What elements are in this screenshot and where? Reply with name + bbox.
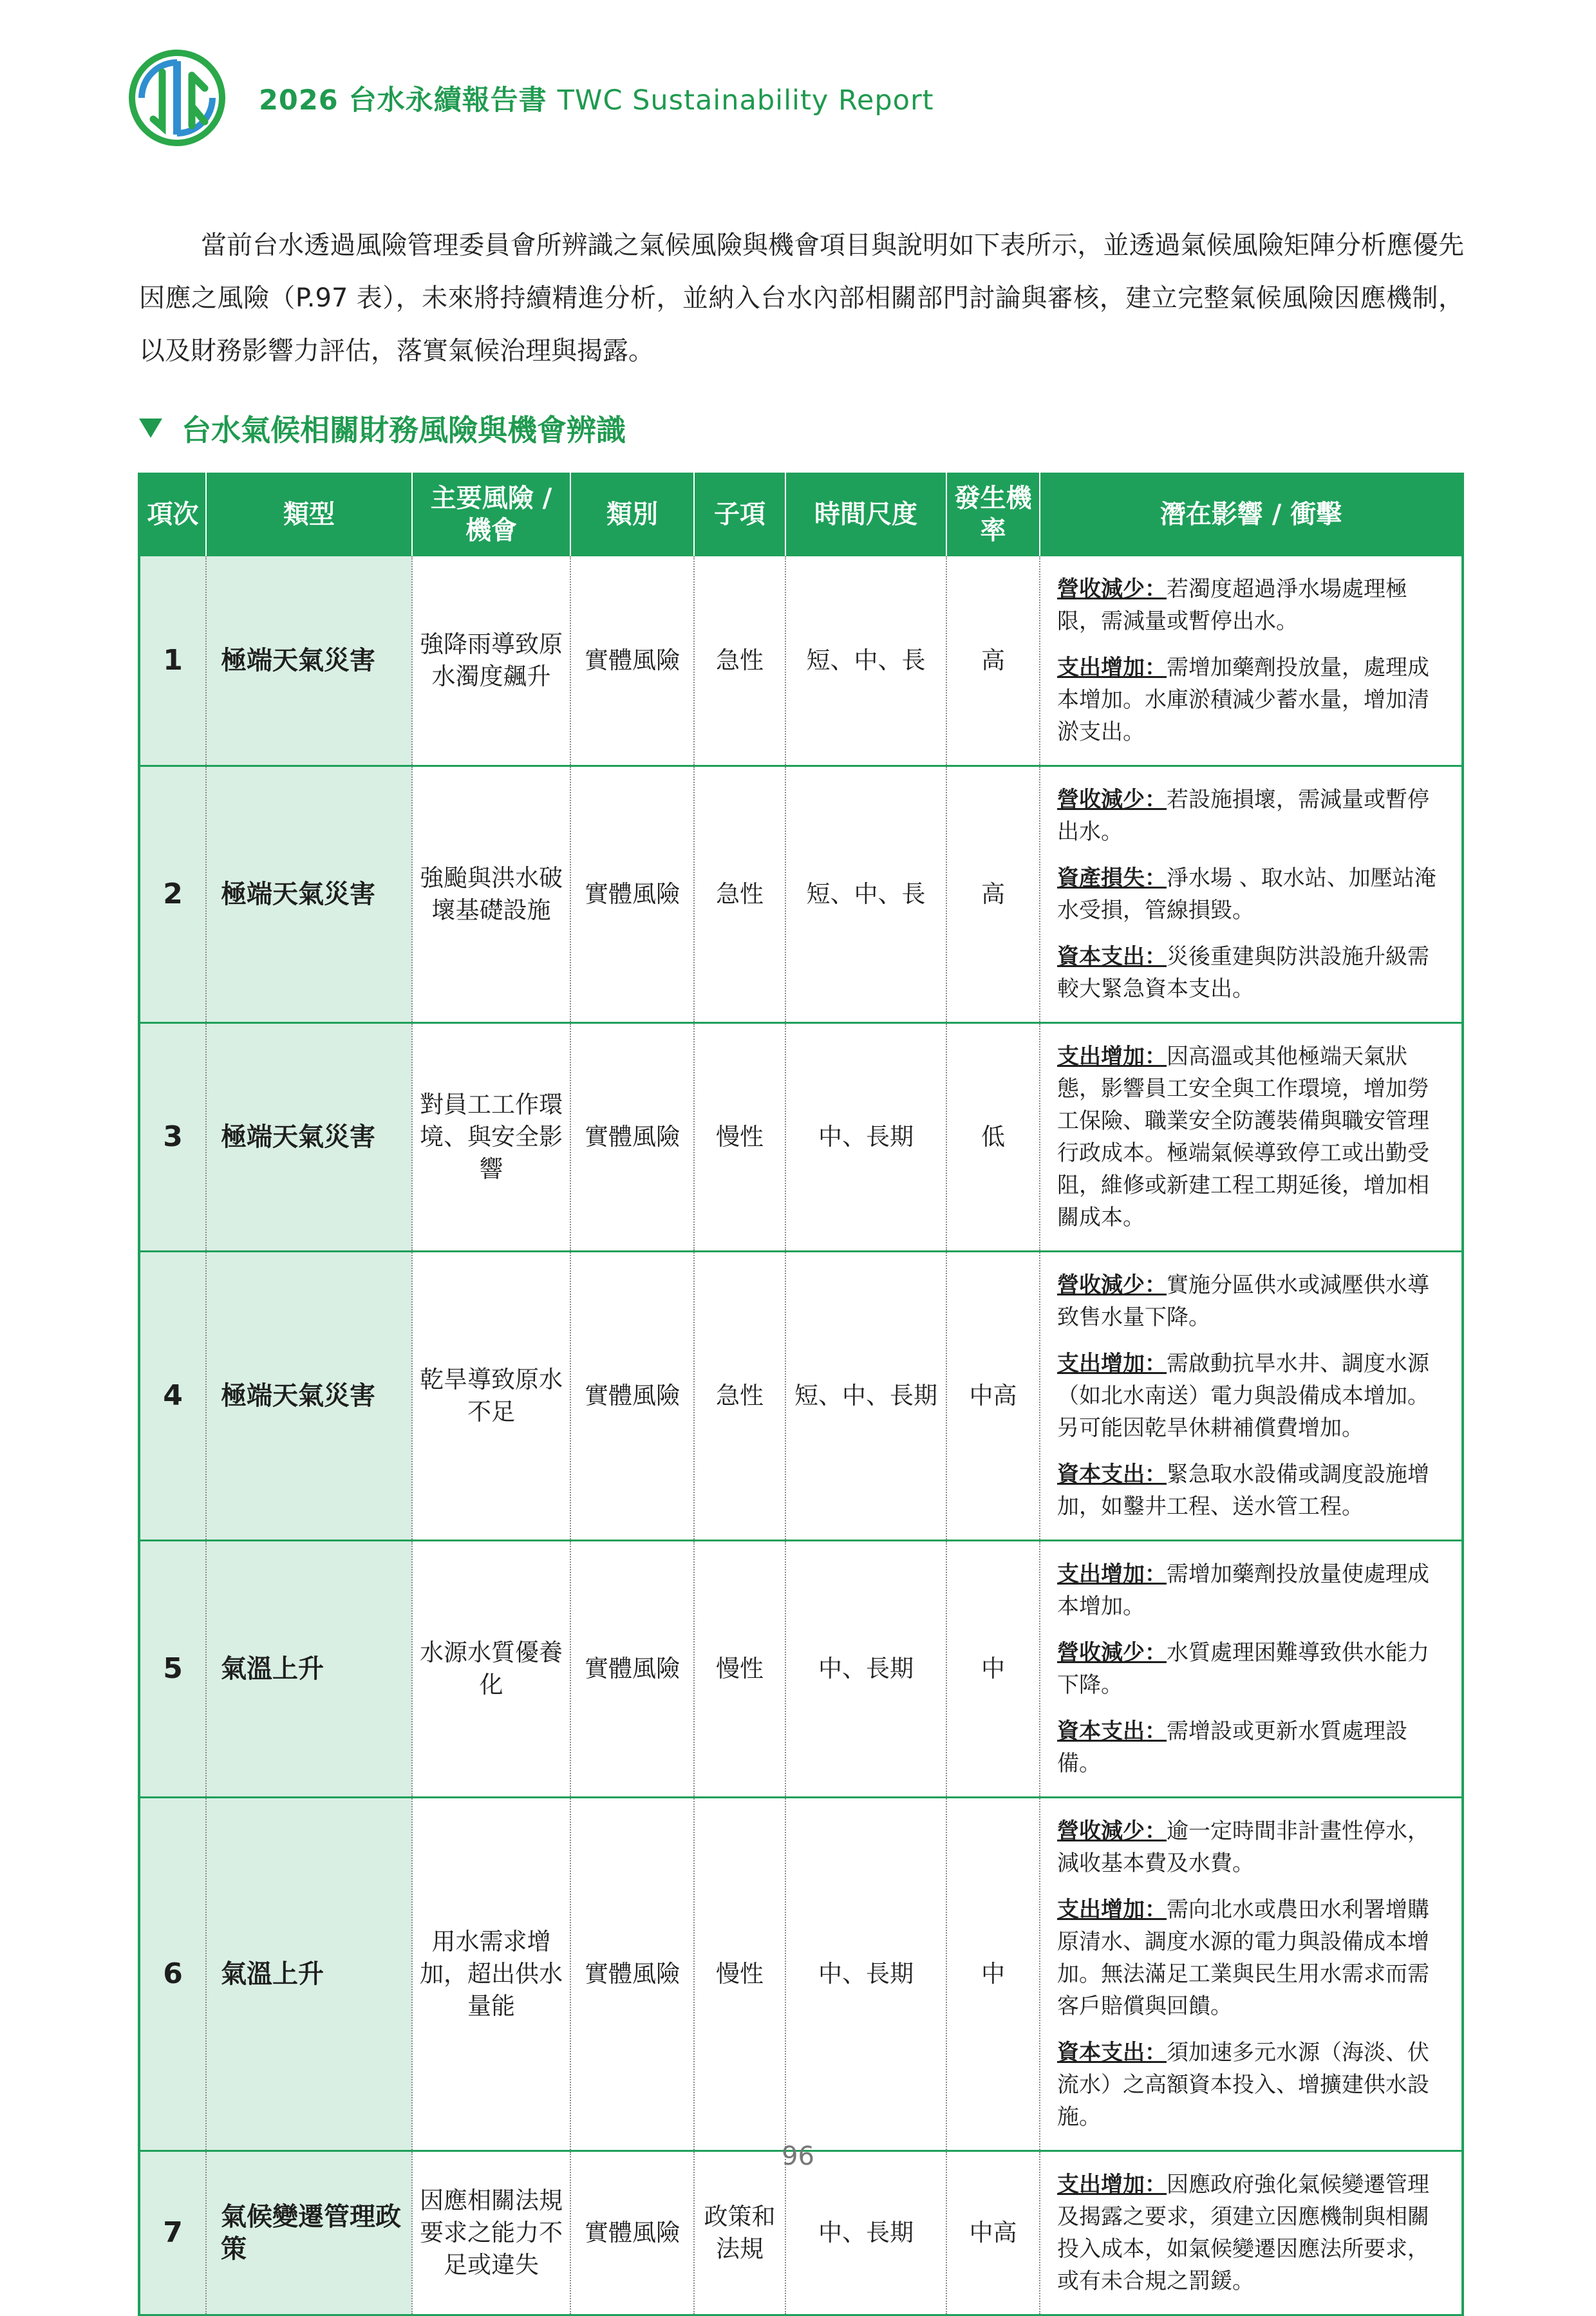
- table-row: [139, 2151, 1463, 2315]
- impact-label: 營收減少：: [1057, 787, 1167, 813]
- table-header-row: [139, 473, 1463, 556]
- impact-item: [1057, 1458, 1445, 1523]
- row-number: 5: [139, 1541, 206, 1798]
- row-number: 4: [139, 1252, 206, 1541]
- row-time: 短、中、長: [785, 766, 946, 1023]
- impact-item: [1057, 1558, 1445, 1623]
- impact-text: 需啟動抗旱水井、調度水源（如北水南送）電力與設備成本增加。另可能因乾旱休耕補償費增加。: [1057, 1351, 1429, 1441]
- row-number: 2: [139, 766, 206, 1023]
- impact-item: [1057, 573, 1445, 637]
- table-row: [139, 1541, 1463, 1798]
- table-row: [139, 1252, 1463, 1541]
- intro-paragraph: 當前台水透過風險管理委員會所辨識之氣候風險與機會項目與說明如下表所示，並透過氣候風險矩陣分析應優先因應之風險（P.97 表），未來將持續精進分析，並納入台水內部相關部門討論與審核，建立完整氣候風險因應機制，以及財務影響力評估，落實氣候治理與揭露。: [139, 231, 1464, 366]
- impact-text: 因應政府強化氣候變遷管理及揭露之要求，須建立因應機制與相關投入成本，如氣候變遷因應法所要求，或有未合規之罰鍰。: [1057, 2172, 1429, 2294]
- row-category: 實體風險: [570, 1023, 694, 1252]
- impact-text: 實施分區供水或減壓供水導致售水量下降。: [1057, 1272, 1429, 1330]
- impact-label: 營收減少：: [1057, 576, 1167, 602]
- row-type: 極端天氣災害: [206, 1023, 412, 1252]
- triangle-down-icon: [139, 419, 162, 438]
- row-risk: 對員工工作環境、與安全影響: [412, 1023, 570, 1252]
- impact-text: 緊急取水設備或調度設施增加，如鑿井工程、送水管工程。: [1057, 1462, 1429, 1520]
- impact-label: 資本支出：: [1057, 944, 1167, 970]
- row-probability: 高: [946, 766, 1040, 1023]
- impact-item: [1057, 1040, 1445, 1234]
- row-impact: [1040, 1252, 1463, 1541]
- climate-risk-table: [138, 473, 1464, 2316]
- row-risk: 用水需求增加，超出供水量能: [412, 1798, 570, 2151]
- row-risk: 強颱與洪水破壞基礎設施: [412, 766, 570, 1023]
- row-probability: 低: [946, 1023, 1040, 1252]
- impact-text: 水質處理困難導致供水能力下降。: [1057, 1640, 1429, 1698]
- impact-item: [1057, 941, 1445, 1005]
- row-category: 實體風險: [570, 2151, 694, 2315]
- page-header: [129, 46, 934, 149]
- header-cell: 時間尺度: [785, 473, 946, 556]
- impact-item: [1057, 1637, 1445, 1701]
- impact-label: 資本支出：: [1057, 1718, 1167, 1744]
- row-category: 實體風險: [570, 1541, 694, 1798]
- row-risk: 強降雨導致原水濁度飆升: [412, 556, 570, 766]
- row-probability: 中: [946, 1798, 1040, 2151]
- report-title-en: TWC Sustainability Report: [557, 84, 934, 117]
- impact-label: 資本支出：: [1057, 1462, 1167, 1487]
- row-category: 實體風險: [570, 1252, 694, 1541]
- row-sub: 急性: [694, 556, 785, 766]
- twc-logo-icon: [129, 50, 225, 146]
- row-category: 實體風險: [570, 1798, 694, 2151]
- impact-text: 若設施損壞，需減量或暫停出水。: [1057, 787, 1429, 845]
- row-category: 實體風險: [570, 556, 694, 766]
- row-sub: 慢性: [694, 1541, 785, 1798]
- impact-item: [1057, 2037, 1445, 2133]
- impact-label: 營收減少：: [1057, 1640, 1167, 1666]
- row-type: 氣溫上升: [206, 1541, 412, 1798]
- row-sub: 急性: [694, 1252, 785, 1541]
- row-sub: 慢性: [694, 1023, 785, 1252]
- header-cell: 項次: [139, 473, 206, 556]
- impact-label: 支出增加：: [1057, 2172, 1167, 2198]
- row-probability: 中高: [946, 1252, 1040, 1541]
- page-number: 96: [782, 2142, 814, 2171]
- report-title-cn: 台水永續報告書: [348, 84, 547, 117]
- impact-label: 營收減少：: [1057, 1818, 1167, 1844]
- report-title: [259, 79, 934, 118]
- impact-item: [1057, 1894, 1445, 2022]
- row-time: 中、長期: [785, 1798, 946, 2151]
- intro-text: [139, 219, 1464, 377]
- impact-item: [1057, 652, 1445, 748]
- row-risk: 水源水質優養化: [412, 1541, 570, 1798]
- impact-text: 災後重建與防洪設施升級需較大緊急資本支出。: [1057, 944, 1429, 1002]
- impact-label: 資本支出：: [1057, 2040, 1167, 2066]
- row-impact: [1040, 1541, 1463, 1798]
- impact-text: 需增加藥劑投放量使處理成本增加。: [1057, 1561, 1429, 1619]
- impact-item: [1057, 1815, 1445, 1879]
- impact-text: 須加速多元水源（海淡、伏流水）之高額資本投入、增擴建供水設施。: [1057, 2040, 1429, 2130]
- row-impact: [1040, 2151, 1463, 2315]
- impact-label: 資產損失：: [1057, 865, 1167, 891]
- impact-text: 因高溫或其他極端天氣狀態，影響員工安全與工作環境，增加勞工保險、職業安全防護裝備與職安管理行政成本。極端氣候導致停工或出勤受阻，維修或新建工程工期延後，增加相關成本。: [1057, 1044, 1429, 1230]
- header-cell: 類型: [206, 473, 412, 556]
- impact-label: 支出增加：: [1057, 655, 1167, 681]
- row-type: 極端天氣災害: [206, 556, 412, 766]
- row-time: 中、長期: [785, 2151, 946, 2315]
- row-probability: 高: [946, 556, 1040, 766]
- impact-text: 需增加藥劑投放量，處理成本增加。水庫淤積減少蓄水量，增加清淤支出。: [1057, 655, 1429, 745]
- row-time: 中、長期: [785, 1023, 946, 1252]
- impact-label: 支出增加：: [1057, 1561, 1167, 1587]
- impact-text: 若濁度超過淨水場處理極限，需減量或暫停出水。: [1057, 576, 1407, 634]
- row-category: 實體風險: [570, 766, 694, 1023]
- row-type: 氣溫上升: [206, 1798, 412, 2151]
- row-probability: 中高: [946, 2151, 1040, 2315]
- row-impact: [1040, 1798, 1463, 2151]
- header-cell: 類別: [570, 473, 694, 556]
- row-risk: 因應相關法規要求之能力不足或違失: [412, 2151, 570, 2315]
- row-type: 極端天氣災害: [206, 1252, 412, 1541]
- header-cell: 主要風險 / 機會: [412, 473, 570, 556]
- row-time: 中、長期: [785, 1541, 946, 1798]
- impact-text: 需向北水或農田水利署增購原清水、調度水源的電力與設備成本增加。無法滿足工業與民生用水需求而需客戶賠償與回饋。: [1057, 1897, 1429, 2019]
- row-time: 短、中、長: [785, 556, 946, 766]
- impact-text: 逾一定時間非計畫性停水，減收基本費及水費。: [1057, 1818, 1429, 1876]
- row-probability: 中: [946, 1541, 1040, 1798]
- row-type: 極端天氣災害: [206, 766, 412, 1023]
- row-time: 短、中、長期: [785, 1252, 946, 1541]
- table-row: [139, 766, 1463, 1023]
- row-number: 3: [139, 1023, 206, 1252]
- impact-item: [1057, 1715, 1445, 1780]
- impact-label: 支出增加：: [1057, 1044, 1167, 1069]
- impact-label: 營收減少：: [1057, 1272, 1167, 1298]
- table-row: [139, 556, 1463, 766]
- row-number: 6: [139, 1798, 206, 2151]
- impact-label: 支出增加：: [1057, 1351, 1167, 1377]
- impact-item: [1057, 862, 1445, 927]
- row-sub: 慢性: [694, 1798, 785, 2151]
- impact-item: [1057, 1269, 1445, 1333]
- row-impact: [1040, 766, 1463, 1023]
- section-title-text: 台水氣候相關財務風險與機會辨識: [182, 413, 626, 447]
- table-row: [139, 1023, 1463, 1252]
- row-sub: 急性: [694, 766, 785, 1023]
- header-cell: 潛在影響 / 衝擊: [1040, 473, 1463, 556]
- table-row: [139, 1798, 1463, 2151]
- row-impact: [1040, 556, 1463, 766]
- header-cell: 子項: [694, 473, 785, 556]
- row-number: 7: [139, 2151, 206, 2315]
- row-number: 1: [139, 556, 206, 766]
- row-sub: 政策和法規: [694, 2151, 785, 2315]
- impact-label: 支出增加：: [1057, 1897, 1167, 1923]
- report-year: 2026: [259, 84, 339, 117]
- row-risk: 乾旱導致原水不足: [412, 1252, 570, 1541]
- impact-item: [1057, 2169, 1445, 2297]
- impact-item: [1057, 784, 1445, 848]
- section-title: [139, 407, 626, 449]
- header-cell: 發生機率: [946, 473, 1040, 556]
- impact-text: 需增設或更新水質處理設備。: [1057, 1718, 1407, 1776]
- row-type: 氣候變遷管理政策: [206, 2151, 412, 2315]
- impact-text: 淨水場 、取水站、加壓站淹水受損，管線損毀。: [1057, 865, 1436, 923]
- row-impact: [1040, 1023, 1463, 1252]
- impact-item: [1057, 1348, 1445, 1444]
